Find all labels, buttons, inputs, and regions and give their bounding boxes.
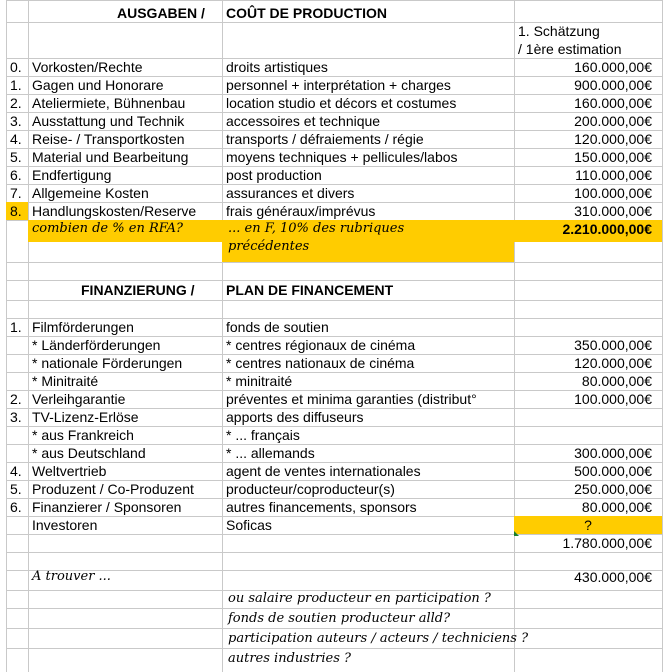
estimate-header-2: / 1ère estimation — [518, 41, 622, 57]
note-de: combien de % en RFA? — [32, 221, 183, 236]
cost-row-label-fr: transports / défraiements / régie — [226, 131, 424, 147]
financing-row-amount: 100.000,00€ — [574, 391, 652, 407]
cost-row-index: 7. — [10, 185, 22, 201]
note-fr-1: ... en F, 10% des rubriques — [228, 221, 405, 236]
financing-row-label-fr: préventes et minima garanties (distribut° — [226, 391, 477, 407]
cost-row-amount: 100.000,00€ — [574, 185, 652, 201]
financing-row-index: 3. — [10, 409, 22, 425]
cost-row-index: 8. — [10, 203, 22, 219]
financing-row-amount: 500.000,00€ — [574, 463, 652, 479]
financing-row-index: 1. — [10, 319, 22, 335]
cost-row-index: 3. — [10, 113, 22, 129]
financing-row-label-fr: fonds de soutien — [226, 319, 329, 335]
cost-row-amount: 120.000,00€ — [574, 131, 652, 147]
financing-total: 1.780.000,00€ — [562, 535, 652, 551]
to-find-label: A trouver ... — [32, 569, 111, 584]
financing-row-label-de: TV-Lizenz-Erlöse — [32, 409, 139, 425]
financing-title-fr: PLAN DE FINANCEMENT — [226, 282, 394, 298]
open-question: autres industries ? — [228, 651, 352, 666]
financing-row-label-de: * Minitraité — [32, 373, 99, 389]
financing-row-amount: ? — [584, 517, 592, 533]
financing-row-amount: 300.000,00€ — [574, 445, 652, 461]
cost-row-label-de: Endfertigung — [32, 167, 112, 183]
estimate-header-1: 1. Schätzung — [518, 23, 600, 39]
cost-row-amount: 110.000,00€ — [575, 167, 652, 183]
financing-row-label-de: Investoren — [32, 517, 98, 533]
financing-row-index: 2. — [10, 391, 22, 407]
cost-row-label-de: Allgemeine Kosten — [32, 185, 149, 201]
cost-row-label-fr: droits artistiques — [226, 59, 328, 75]
cost-row-label-fr: personnel + interprétation + charges — [226, 77, 451, 93]
financing-row-label-de: * aus Deutschland — [32, 445, 146, 461]
cost-row-label-fr: post production — [226, 167, 322, 183]
financing-row-label-de: Produzent / Co-Produzent — [32, 481, 194, 497]
financing-row-label-fr: * ... allemands — [226, 445, 315, 461]
financing-title-de: FINANZIERUNG / — [81, 282, 195, 298]
cost-row-amount: 160.000,00€ — [574, 59, 652, 75]
financing-row-index: 6. — [10, 499, 22, 515]
to-find-amount: 430.000,00€ — [574, 569, 652, 585]
cost-row-index: 2. — [10, 95, 22, 111]
cost-row-index: 0. — [10, 59, 22, 75]
financing-row-label-de: * nationale Förderungen — [32, 355, 183, 371]
cost-row-label-de: Material und Bearbeitung — [32, 149, 189, 165]
financing-row-amount: 250.000,00€ — [574, 481, 652, 497]
financing-row-label-fr: apports des diffuseurs — [226, 409, 364, 425]
financing-row-amount: 120.000,00€ — [574, 355, 652, 371]
open-question: fonds de soutien producteur alld? — [228, 611, 451, 626]
financing-row-amount: 80.000,00€ — [581, 499, 652, 515]
financing-row-label-de: * aus Frankreich — [32, 427, 134, 443]
cost-row-label-de: Ateliermiete, Bühnenbau — [32, 95, 186, 111]
cost-row-index: 4. — [10, 131, 22, 147]
financing-row-amount — [512, 318, 652, 336]
cost-row-amount: 150.000,00€ — [574, 149, 652, 165]
cost-row-index: 1. — [10, 77, 22, 93]
financing-row-label-fr: * centres nationaux de cinéma — [226, 355, 415, 371]
financing-row-label-fr: * minitraité — [226, 373, 293, 389]
cost-row-label-de: Ausstattung und Technik — [32, 113, 185, 129]
note-fr-2: précédentes — [228, 239, 310, 254]
financing-row-label-de: Verleihgarantie — [32, 391, 126, 407]
cost-row-label-de: Vorkosten/Rechte — [32, 59, 143, 75]
financing-row-label-fr: Soficas — [226, 517, 272, 533]
financing-row-label-fr: * ... français — [226, 427, 300, 443]
cost-row-label-fr: moyens techniques + pellicules/labos — [226, 149, 458, 165]
financing-row-amount: 80.000,00€ — [581, 373, 652, 389]
cost-row-label-de: Gagen und Honorare — [32, 77, 164, 93]
cost-row-amount: 160.000,00€ — [574, 95, 652, 111]
cost-row-label-fr: frais généraux/imprévus — [226, 203, 376, 219]
financing-row-label-de: Finanzierer / Sponsoren — [32, 499, 182, 515]
financing-row-label-fr: agent de ventes internationales — [226, 463, 421, 479]
cost-row-index: 6. — [10, 167, 22, 183]
financing-row-label-fr: producteur/coproducteur(s) — [226, 481, 395, 497]
cost-row-amount: 200.000,00€ — [574, 113, 652, 129]
financing-row-label-de: Filmförderungen — [32, 319, 134, 335]
costs-total: 2.210.000,00€ — [562, 221, 652, 237]
cost-row-label-fr: accessoires et technique — [226, 113, 381, 129]
open-question: ou salaire producteur en participation ? — [228, 591, 491, 606]
open-question: participation auteurs / acteurs / techniciens ? — [228, 631, 529, 646]
financing-row-label-fr: autres financements, sponsors — [226, 499, 417, 515]
cost-row-label-fr: location studio et décors et costumes — [226, 95, 457, 111]
financing-row-index: 5. — [10, 481, 22, 497]
financing-row-amount — [512, 408, 652, 426]
financing-row-amount: 350.000,00€ — [574, 337, 652, 353]
cost-row-amount: 310.000,00€ — [574, 203, 652, 219]
financing-row-label-de: * Länderförderungen — [32, 337, 161, 353]
cost-row-label-de: Reise- / Transportkosten — [32, 131, 185, 147]
financing-row-label-fr: * centres régionaux de cinéma — [226, 337, 416, 353]
cost-row-label-fr: assurances et divers — [226, 185, 355, 201]
costs-title-fr: COÛT DE PRODUCTION — [226, 5, 387, 21]
financing-row-label-de: Weltvertrieb — [32, 463, 107, 479]
costs-title-de: AUSGABEN / — [117, 5, 205, 21]
cost-row-label-de: Handlungskosten/Reserve — [32, 203, 197, 219]
cost-row-amount: 900.000,00€ — [574, 77, 652, 93]
financing-row-amount — [512, 426, 652, 444]
financing-row-index: 4. — [10, 463, 22, 479]
cost-row-index: 5. — [10, 149, 22, 165]
